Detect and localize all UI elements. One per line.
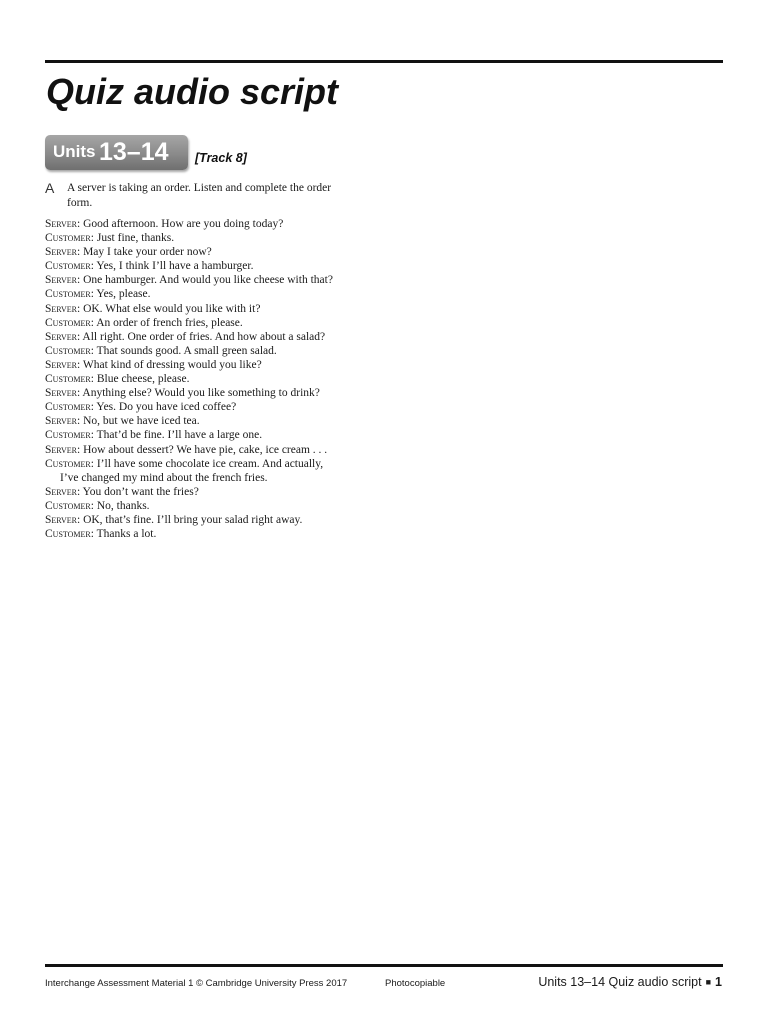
speaker-label: Server <box>45 218 77 230</box>
dialogue-text: How about dessert? We have pie, cake, ice cream . . . <box>83 443 328 456</box>
speaker-label: Server <box>45 358 77 371</box>
speaker-label: Customer <box>45 401 91 414</box>
speaker-label: Server <box>45 387 77 400</box>
footer-rule <box>45 964 723 967</box>
dialogue-line: Server: You don’t want the fries? <box>45 485 199 498</box>
dialogue-line: Customer: An order of french fries, please. <box>45 316 243 329</box>
dialogue-line: Server: How about dessert? We have pie, cake, ice cream . . . <box>45 443 328 456</box>
dialogue-text: Yes, please. <box>96 288 151 301</box>
speaker-label: Server <box>45 513 77 526</box>
speaker-label: Server <box>45 274 77 287</box>
page-number: 1 <box>715 975 722 989</box>
footer-copyright: Interchange Assessment Material 1 © Cambridge University Press 2017 <box>45 978 348 989</box>
dialogue-text: That’d be fine. I’ll have a large one. <box>96 429 263 442</box>
dialogue-line: Customer: That sounds good. A small green salad. <box>45 344 277 357</box>
speaker-label: Customer <box>45 232 91 245</box>
dialogue-text: An order of french fries, please. <box>96 316 243 329</box>
speaker-label: Customer <box>45 429 91 442</box>
speaker-label: Customer <box>45 499 91 512</box>
speaker-label: Customer <box>45 260 91 273</box>
dialogue-line: Customer: Blue cheese, please. <box>45 373 190 386</box>
dialogue-text: Just fine, thanks. <box>96 232 175 245</box>
unit-badge-numbers: 13–14 <box>99 138 169 166</box>
dialogue-text: Blue cheese, please. <box>96 373 190 386</box>
dialogue-line: Server: OK. What else would you like with it? <box>45 302 261 315</box>
dialogue-line: Server: All right. One order of fries. And how about a salad? <box>45 330 326 343</box>
dialogue-line: Customer: Yes, I think I’ll have a hamburger. <box>45 260 254 273</box>
dialogue-text: One hamburger. And would you like cheese with that? <box>83 274 333 287</box>
dialogue-line: Server: One hamburger. And would you like cheese with that? <box>45 274 333 287</box>
speaker-label: Server <box>45 443 77 456</box>
unit-badge-word: Units <box>53 142 96 161</box>
speaker-label: Customer <box>45 528 91 541</box>
speaker-label: Server <box>45 485 77 498</box>
dialogue-text: All right. One order of fries. And how about a salad? <box>82 330 326 343</box>
dialogue-text: May I take your order now? <box>83 246 212 259</box>
dialogue-text: What kind of dressing would you like? <box>82 358 262 371</box>
exercise-instruction: A server is taking an order. Listen and complete the order form. <box>67 182 332 209</box>
speaker-label: Server <box>45 302 77 315</box>
dialogue-text: Yes, I think I’ll have a hamburger. <box>96 260 254 273</box>
dialogue-line: Customer: Just fine, thanks. <box>45 232 175 245</box>
track-label: [Track 8] <box>195 151 247 165</box>
speaker-label: Customer <box>45 344 91 357</box>
footer-separator: ■ <box>705 977 712 987</box>
speaker-label: Customer <box>45 457 91 470</box>
dialogue-line: Customer: Thanks a lot. <box>45 528 157 541</box>
dialogue-text: Anything else? Would you like something to drink? <box>82 387 320 400</box>
dialogue-text: No, but we have iced tea. <box>83 415 200 428</box>
dialogue-text: OK, that’s fine. I’ll bring your salad right away. <box>83 513 303 526</box>
dialogue-line: Customer: I’ll have some chocolate ice cream. And actually, I’ve changed my mind about the french fries. <box>45 457 375 485</box>
dialogue-text: Thanks a lot. <box>96 528 157 541</box>
dialogue-line: Server: No, but we have iced tea. <box>45 415 200 428</box>
dialogue-script <box>45 217 375 541</box>
speaker-label: Server <box>45 415 77 428</box>
unit-badge <box>45 135 188 170</box>
speaker-label: Server <box>45 246 77 259</box>
page-title: Quiz audio script <box>46 71 339 112</box>
dialogue-line: Server: OK, that’s fine. I’ll bring your salad right away. <box>45 513 303 526</box>
footer-page-info <box>538 974 722 990</box>
speaker-label: Customer <box>45 373 91 386</box>
dialogue-line: Customer: No, thanks. <box>45 499 150 512</box>
dialogue-line: Customer: Yes. Do you have iced coffee? <box>45 401 237 414</box>
dialogue-text: OK. What else would you like with it? <box>83 302 261 315</box>
dialogue-text: Good afternoon. How are you doing today? <box>83 218 284 230</box>
dialogue-line: Server: Anything else? Would you like something to drink? <box>45 387 320 400</box>
speaker-label: Customer <box>45 316 91 329</box>
dialogue-text: Yes. Do you have iced coffee? <box>96 401 237 414</box>
dialogue-text-continuation: I’ve changed my mind about the french fries. <box>60 471 268 484</box>
header-rule <box>45 60 723 63</box>
speaker-label: Customer <box>45 288 91 301</box>
exercise-letter: A <box>45 180 55 196</box>
dialogue-text: No, thanks. <box>96 499 150 512</box>
footer-section-title: Units 13–14 Quiz audio script <box>538 975 702 989</box>
dialogue-line: Server: What kind of dressing would you like? <box>45 358 262 371</box>
footer-photocopiable: Photocopiable <box>385 978 446 989</box>
dialogue-text: That sounds good. A small green salad. <box>96 344 277 357</box>
dialogue-line: Server: Good afternoon. How are you doing today? <box>45 218 284 230</box>
dialogue-line: Customer: That’d be fine. I’ll have a large one. <box>45 429 263 442</box>
dialogue-text: I’ll have some chocolate ice cream. And actually, <box>96 457 324 470</box>
dialogue-line: Customer: Yes, please. <box>45 288 151 301</box>
speaker-label: Server <box>45 330 77 343</box>
dialogue-line: Server: May I take your order now? <box>45 246 212 259</box>
dialogue-text: You don’t want the fries? <box>82 485 199 498</box>
